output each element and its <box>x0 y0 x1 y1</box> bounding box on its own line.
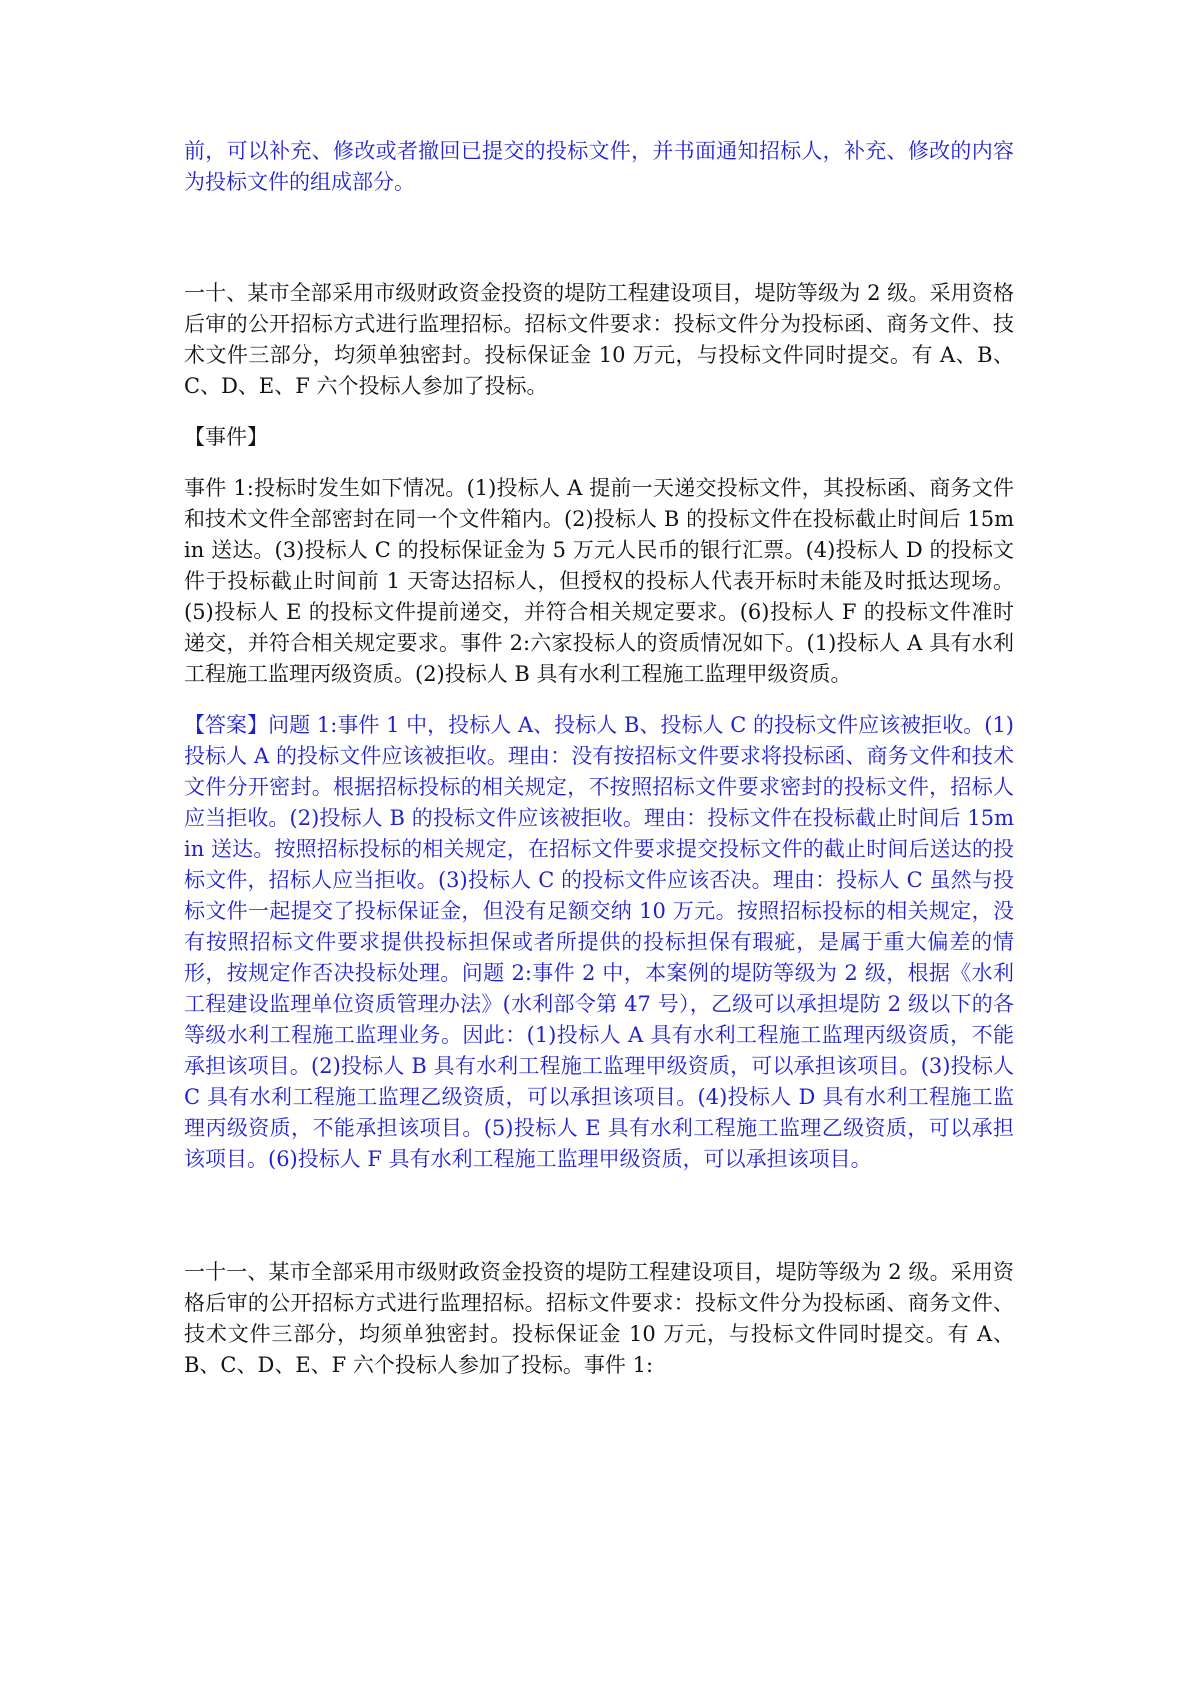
question-10-stem: 一十、某市全部采用市级财政资金投资的堤防工程建设项目，堤防等级为 2 级。采用资格后审的公开招标方式进行监理招标。招标文件要求：投标文件分为投标函、商务文件、技术文件三部分，均须单独密封。投标保证金 10 万元，与投标文件同时提交。有 A、B、C、D、E、F 六个投标人参加了投标。 <box>184 281 1014 398</box>
question-10-events: 事件 1:投标时发生如下情况。(1)投标人 A 提前一天递交投标文件，其投标函、商务文件和技术文件全部密封在同一个文件箱内。(2)投标人 B 的投标文件在投标截止时间后 15min 送达。(3)投标人 C 的投标保证金为 5 万元人民币的银行汇票。(4)投标人 D 的投标文件于投标截止时间前 1 天寄达招标人，但授权的投标人代表开标时未能及时抵达现场。(5)投标人 E 的投标文件提前递交，并符合相关规定要求。(6)投标人 F 的投标文件准时递交，并符合相关规定要求。事件 2:六家投标人的资质情况如下。(1)投标人 A 具有水利工程施工监理丙级资质。(2)投标人 B 具有水利工程施工监理甲级资质。 <box>184 476 1014 686</box>
question-10-event-heading: 【事件】 <box>184 425 268 449</box>
question-10-answer: 【答案】问题 1:事件 1 中，投标人 A、投标人 B、投标人 C 的投标文件应该被拒收。(1)投标人 A 的投标文件应该被拒收。理由：没有按招标文件要求将投标函、商务文件和技术文件分开密封。根据招标投标的相关规定，不按照招标文件要求密封的投标文件，招标人应当拒收。(2)投标人 B 的投标文件应该被拒收。理由：投标文件在投标截止时间后 15min 送达。按照招标投标的相关规定，在招标文件要求提交投标文件的截止时间后送达的投标文件，招标人应当拒收。(3)投标人 C 的投标文件应该否决。理由：投标人 C 虽然与投标文件一起提交了投标保证金，但没有足额交纳 10 万元。按照招标投标的相关规定，没有按照招标文件要求提供投标担保或者所提供的投标担保有瑕疵，是属于重大偏差的情形，按规定作否决投标处理。问题 2:事件 2 中，本案例的堤防等级为 2 级，根据《水利工程建设监理单位资质管理办法》(水利部令第 47 号），乙级可以承担堤防 2 级以下的各等级水利工程施工监理业务。因此：(1)投标人 A 具有水利工程施工监理丙级资质，不能承担该项目。(2)投标人 B 具有水利工程施工监理甲级资质，可以承担该项目。(3)投标人 C 具有水利工程施工监理乙级资质，可以承担该项目。(4)投标人 D 具有水利工程施工监理丙级资质，不能承担该项目。(5)投标人 E 具有水利工程施工监理乙级资质，可以承担该项目。(6)投标人 F 具有水利工程施工监理甲级资质，可以承担该项目。 <box>184 713 1014 1171</box>
previous-answer-continuation: 前，可以补充、修改或者撤回已提交的投标文件，并书面通知招标人，补充、修改的内容为投标文件的组成部分。 <box>184 139 1014 194</box>
question-11-stem: 一十一、某市全部采用市级财政资金投资的堤防工程建设项目，堤防等级为 2 级。采用资格后审的公开招标方式进行监理招标。招标文件要求：投标文件分为投标函、商务文件、技术文件三部分，均须单独密封。投标保证金 10 万元，与投标文件同时提交。有 A、B、C、D、E、F 六个投标人参加了投标。事件 1: <box>184 1260 1014 1377</box>
document-page <box>184 136 1014 1381</box>
